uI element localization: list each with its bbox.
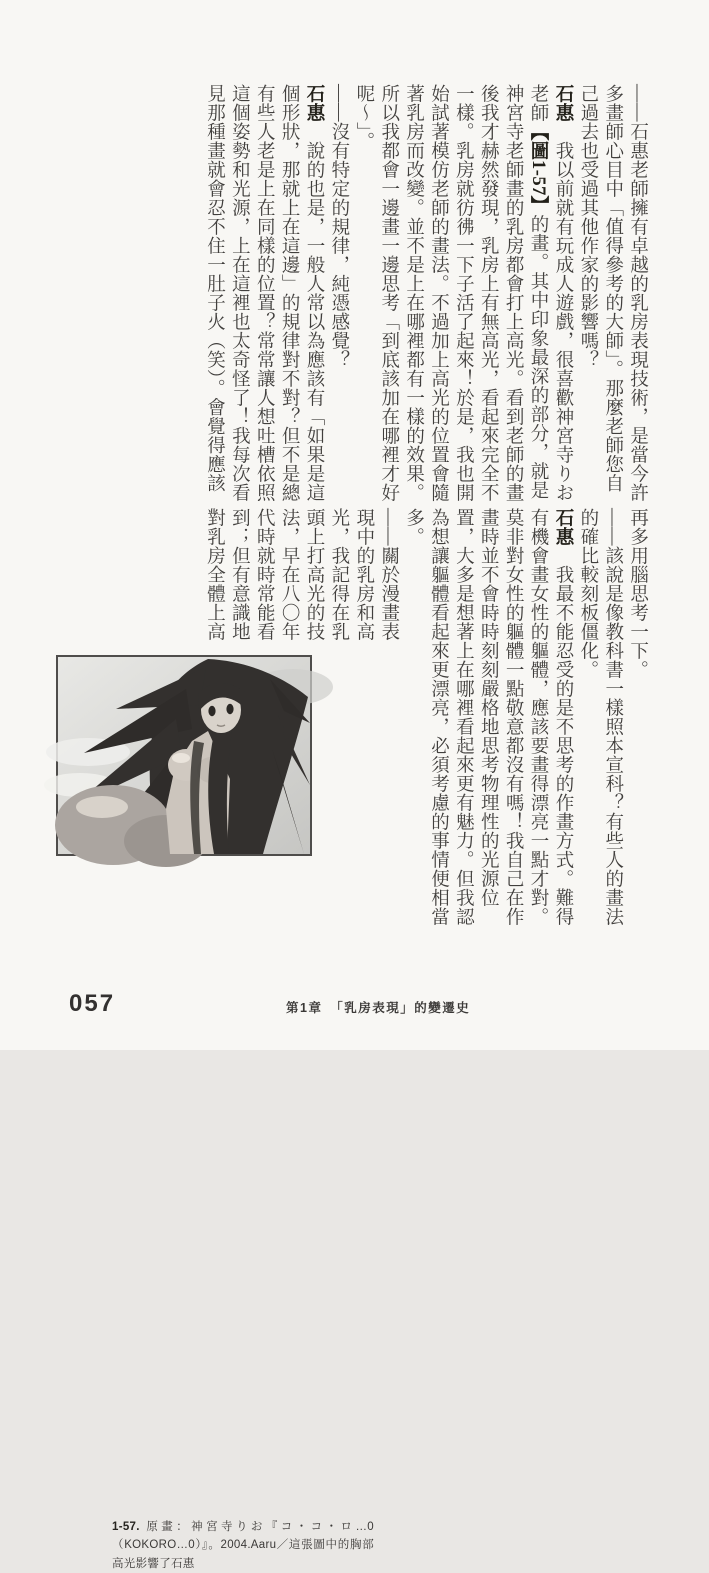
text-column — [379, 508, 398, 958]
text-run: 我以前就有玩成人遊戲，很喜歡神宮寺りお — [552, 122, 573, 502]
figure-caption — [112, 1518, 374, 1573]
text-run: 光，我記得在乳 — [328, 508, 349, 641]
text-run: ——石惠老師擁有卓越的乳房表現技術，是當今許 — [627, 84, 648, 502]
text-column — [255, 84, 274, 516]
text-column — [553, 508, 572, 958]
bold-run: 【圖1-57】 — [528, 122, 549, 215]
text-run: ——沒有特定的規律，純憑感覺？ — [328, 84, 349, 369]
text-column — [354, 84, 373, 516]
text-column — [280, 84, 299, 516]
text-run: 見那種畫就會忍不住一肚子火（笑）。會覺得應該 — [204, 84, 225, 493]
text-column — [504, 84, 523, 516]
text-column — [553, 84, 572, 516]
text-column — [479, 84, 498, 516]
text-run: 多畫師心目中「值得參考的大師」。那麼老師您自 — [602, 84, 623, 493]
text-run: 所以我都會一邊畫一邊思考「到底該加在哪裡才好 — [378, 84, 399, 502]
text-column — [305, 84, 324, 516]
text-run: 著乳房而改變。並不是上在哪裡都有一樣的效果。 — [403, 84, 424, 502]
text-run: 神宮寺老師畫的乳房都會打上高光。看到老師的畫 — [503, 84, 524, 502]
text-run: 為想讓軀體看起來更漂亮，必須考慮的事情便相當 — [428, 508, 449, 926]
bold-run: 石惠 — [552, 508, 573, 546]
text-run: 一樣。乳房就彷彿一下子活了起來！於是，我也開 — [453, 84, 474, 502]
text-column — [230, 84, 249, 516]
text-run: 代時就時常能看 — [254, 508, 275, 641]
bold-run: 石惠 — [304, 84, 325, 122]
text-column — [454, 84, 473, 516]
text-run: 個形狀，那就上在這邊」的規律對不對？但不是總 — [279, 84, 300, 502]
text-column — [603, 84, 622, 516]
text-column — [329, 84, 348, 516]
text-run: 有機會畫女性的軀體，應該要畫得漂亮一點才對。 — [528, 508, 549, 926]
text-column — [404, 84, 423, 516]
figure-caption-text: 原畫：神宮寺りお『コ・コ・ロ…0（KOKORO…0）』。2004.Aaru／這張圖中的胸部高光影響了石惠 — [112, 1521, 374, 1570]
text-column — [529, 84, 548, 516]
text-column — [578, 84, 597, 516]
figure-caption-label: 1-57. — [112, 1521, 140, 1533]
text-run: 有些人老是上在同樣的位置？常常讓人想吐槽依照 — [254, 84, 275, 502]
text-run: 法，早在八〇年 — [279, 508, 300, 641]
text-run: 己過去也受過其他作家的影響嗎？ — [577, 84, 598, 369]
text-run: 置，大多是想著上在哪裡看起來更有魅力。但我認 — [453, 508, 474, 926]
text-run: 對乳房全體上高 — [204, 508, 225, 641]
text-run: 的畫。其中印象最深的部分，就是 — [528, 214, 549, 500]
text-run: 後我才赫然發現，乳房上有無高光，看起來完全不 — [478, 84, 499, 502]
text-run: 再多用腦思考一下。 — [627, 508, 648, 679]
text-run: 我最不能忍受的是不思考的作畫方式。難得 — [552, 546, 573, 926]
text-column — [429, 508, 448, 958]
text-column — [628, 84, 647, 516]
text-column — [504, 508, 523, 958]
text-column — [354, 508, 373, 958]
text-column — [529, 508, 548, 958]
text-column — [628, 508, 647, 958]
interview-text-top-block — [199, 84, 653, 516]
text-run: 老師 — [528, 84, 549, 122]
text-run: 現中的乳房和高 — [353, 508, 374, 641]
text-run: 多。 — [403, 508, 424, 546]
text-run: 莫非對女性的軀體一點敬意都沒有嗎！我自己在作 — [503, 508, 524, 926]
text-column — [454, 508, 473, 958]
page-number: 057 — [69, 990, 116, 1017]
text-column — [429, 84, 448, 516]
text-column — [479, 508, 498, 958]
text-run: ——該說是像教科書一樣照本宣科？有些人的畫法 — [602, 508, 623, 926]
text-run: 呢～」。 — [353, 84, 374, 151]
text-column — [379, 84, 398, 516]
text-run: 始試著模仿老師的畫法。不過加上高光的位置會隨 — [428, 84, 449, 502]
text-run: 的確比較刻板僵化。 — [577, 508, 598, 679]
text-run: ——關於漫畫表 — [378, 508, 399, 641]
text-run: 說的也是，一般人常以為應該有「如果是這 — [304, 122, 325, 502]
text-column — [603, 508, 622, 958]
text-column — [205, 84, 224, 516]
chapter-title: 第1章 「乳房表現」的變遷史 — [286, 1001, 471, 1015]
bold-run: 石惠 — [552, 84, 573, 122]
text-run: 頭上打高光的技 — [304, 508, 325, 641]
text-column — [329, 508, 348, 958]
text-column — [404, 508, 423, 958]
text-run: 畫時並不會時時刻刻嚴格地思考物理性的光源位 — [478, 508, 499, 907]
text-column — [578, 508, 597, 958]
text-run: 到；但有意識地 — [229, 508, 250, 641]
figure-illustration — [58, 657, 310, 854]
text-run: 這個姿勢和光源，上在這裡也太奇怪了！我每次看 — [229, 84, 250, 502]
